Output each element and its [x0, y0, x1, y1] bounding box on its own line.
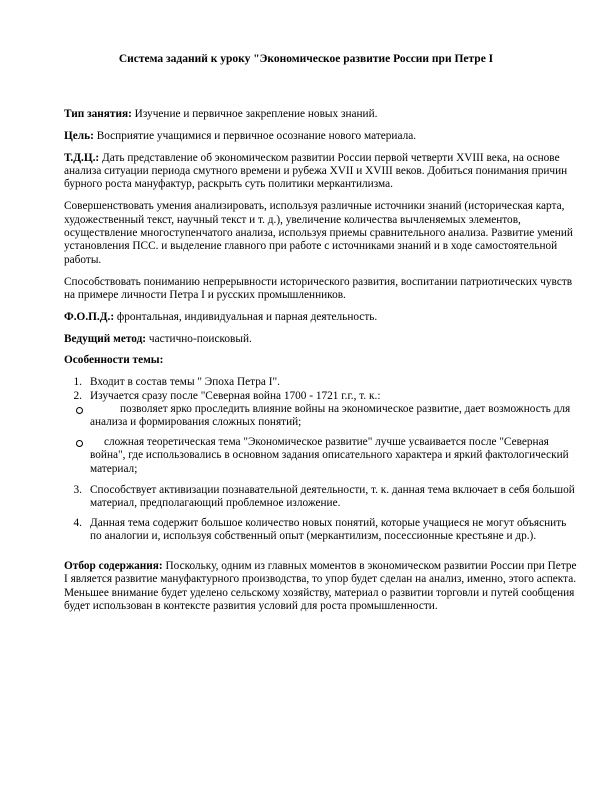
sub-list-item: [64, 403, 579, 430]
lesson-type-text: Изучение и первичное закрепление новых знаний.: [131, 108, 378, 120]
sub-list-item: [64, 436, 579, 476]
lesson-type-label: Тип занятия:: [64, 108, 132, 120]
features-list-continued: [64, 484, 579, 544]
sub-list-item-text: позволяет ярко проследить влияние войны на экономическое развитие, дает возможность для анализа и формирования сложных понятий;: [90, 403, 571, 429]
fopd-paragraph: [64, 311, 579, 324]
tdc-text: Дать представление об экономическом развитии России первой четверти XVIII века, на основе анализа ситуации периода смутного времени и рубежа XVII и XVIII веков. Добиться понимания причин бурного роста мануфактур, раскрыть суть политики меркантилизма.: [64, 151, 568, 191]
features-label: Особенности темы:: [64, 354, 164, 367]
list-item: [64, 390, 579, 403]
circle-bullet-icon: [76, 440, 83, 447]
content-selection-paragraph: [64, 560, 579, 614]
document-title: Система заданий к уроку "Экономическое развитие России при Петре I: [118, 53, 494, 65]
list-item: [64, 376, 579, 389]
features-heading: [64, 354, 579, 367]
list-marker: 4.: [73, 516, 82, 529]
lesson-type-paragraph: [64, 108, 579, 121]
content-selection-text: Поскольку, одним из главных моментов в экономическом развитии России при Петре I является развитие мануфактурного производства, то упор будет сделан на анализ, именно, этого аспекта. Меньшее внимание будет уделено сельскому хозяйству, материал о развитии торговли и путей сообщения будет использован в контексте развития условий для роста промышленности.: [64, 559, 577, 612]
features-list: [64, 376, 579, 403]
circle-bullet-icon: [76, 407, 83, 414]
list-item-text: Изучается сразу после "Северная война 1700 - 1721 г.г., т. к.:: [90, 389, 381, 402]
method-paragraph: [64, 333, 579, 346]
list-item: [64, 517, 579, 544]
method-label: Ведущий метод:: [64, 332, 147, 345]
sub-list-item-text: сложная теоретическая тема "Экономическое развитие" лучше усваивается после "Северная война", где использовались в основном задания описательного характера и яркий фактологический материал;: [90, 435, 569, 475]
list-marker: 3.: [73, 484, 82, 497]
improve-paragraph: Совершенствовать умения анализировать, используя различные источники знаний (историческая карта, художественный текст, научный текст и т. д.), увеличение количества вычленяемых элементов, осуществление многоступенчатого анализа, используя приемы сравнительного анализа. Развитие умений установления ПСС. и выделение главного при работе с источниками знаний и в ходе самостоятельной работы.: [64, 200, 573, 266]
features-sublist: [64, 403, 579, 476]
list-item-text: Данная тема содержит большое количество новых понятий, которые учащиеся не могут объяснить по аналогии и, используя собственный опыт (меркантилизм, посессионные крестьяне и др.).: [90, 516, 567, 543]
goal-label: Цель:: [64, 129, 94, 142]
document-body: [64, 108, 579, 622]
list-marker: 2.: [73, 389, 82, 402]
fopd-label: Ф.О.П.Д.:: [64, 310, 115, 323]
goal-paragraph: [64, 130, 579, 143]
method-text: частично-поисковый.: [146, 332, 252, 345]
list-item: [64, 484, 579, 511]
promote-paragraph: Способствовать пониманию непрерывности исторического развития, воспитании патриотических чувств на примере личности Петра I и русских промышленников.: [64, 275, 573, 302]
content-selection-label: Отбор содержания:: [64, 559, 163, 572]
list-marker: 1.: [73, 376, 82, 389]
fopd-text: фронтальная, индивидуальная и парная деятельность.: [114, 310, 378, 323]
tdc-label: Т.Д.Ц.:: [64, 151, 100, 164]
goal-text: Восприятие учащимися и первичное осознание нового материала.: [93, 129, 417, 142]
list-item-text: Способствует активизации познавательной деятельности, т. к. данная тема включает в себя большой материал, предполагающий проблемное изложение.: [90, 484, 575, 510]
tdc-paragraph: [64, 152, 579, 192]
list-item-text: Входит в состав темы " Эпоха Петра I".: [90, 376, 280, 389]
